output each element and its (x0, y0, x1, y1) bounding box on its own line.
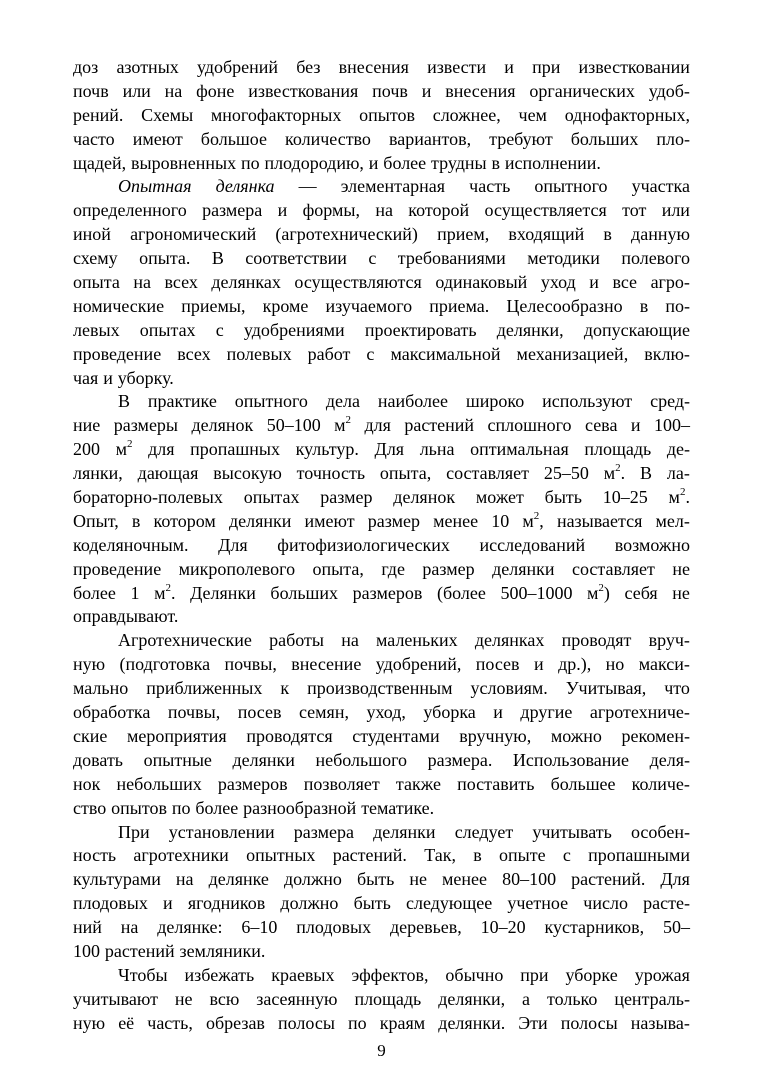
page-number: 9 (377, 1041, 386, 1060)
text-line: Чтобы избежать краевых эффектов, обычно при уборке урожая (118, 964, 690, 985)
text-line: часто имеют большое количество вариантов, требуют больших пло- (73, 128, 690, 149)
text-line: чая и уборку. (73, 367, 174, 388)
text-line: доз азотных удобрений без внесения извести и при известковании (73, 57, 690, 77)
text-line: ную её часть, обрезав полосы по краям делянки. Эти полосы называ- (73, 1012, 690, 1033)
text-line: довать опытные делянки небольшого размера. Использование деля- (73, 749, 690, 770)
text-line: 100 растений земляники. (73, 940, 266, 961)
text-line: рений. Схемы многофакторных опытов сложнее, чем однофакторных, (73, 104, 690, 125)
text-line: оправдывают. (73, 606, 179, 627)
text-line: Агротехнические работы на маленьких делянках проводят вруч- (118, 630, 690, 651)
text-line: ний на делянке: 6–10 плодовых деревьев, 10–20 кустарников, 50– (73, 917, 690, 938)
text-line: ство опытов по более разнообразной тематике. (73, 797, 435, 818)
text-line: 200 $м^2$ для пропашных культур. Для льна оптимальная площадь де- (73, 438, 690, 460)
text-line: обработка почвы, посев семян, уход, уборка и другие агротехниче- (73, 702, 690, 723)
text-line: мально приближенных к производственным условиям. Учитывая, что (73, 678, 690, 699)
text-line: нок небольших размеров позволяет также поставить большее количе- (73, 773, 690, 794)
text-line: культурами на делянке должно быть не менее 80–100 растений. Для (73, 869, 690, 890)
text-line: опыта на всех делянках осуществляются одинаковый уход и все агро- (73, 272, 690, 293)
text-line: плодовых и ягодников должно быть следующее учетное число расте- (73, 893, 690, 914)
document-body (73, 56, 690, 1036)
text-line: более 1 $м^2$. Делянки больших размеров (более 500–1000 $м^2$) себя не (73, 581, 690, 603)
text-line: ную (подготовка почвы, внесение удобрений, посев и др.), но макси- (73, 654, 690, 675)
text-line: лянки, дающая высокую точность опыта, составляет 25–50 $м^2$. В ла- (73, 462, 690, 484)
text-line: номические приемы, кроме изучаемого приема. Целесообразно в по- (73, 295, 690, 316)
text-line: коделяночным. Для фитофизиологических исследований возможно (73, 534, 690, 555)
text-line: проведение микрополевого опыта, где размер делянки составляет не (73, 558, 690, 579)
text-line: В практике опытного дела наиболее широко используют сред- (118, 391, 690, 412)
text-line: ние размеры делянок 50–100 $м^2$ для растений сплошного сева и 100– (73, 414, 690, 436)
text-line: проведение всех полевых работ с максимальной механизацией, вклю- (73, 343, 690, 364)
text-line: определенного размера и формы, на которой осуществляется тот или (73, 200, 690, 221)
text-line: иной агрономический (агротехнический) прием, входящий в данную (73, 224, 690, 245)
text-line: учитывают не всю засеянную площадь делянки, а только централь- (73, 988, 690, 1009)
text-line: ность агротехники опытных растений. Так, в опыте с пропашными (73, 845, 690, 866)
text-line: бораторно-полевых опытах размер делянок может быть 10–25 $м^2$. (73, 486, 690, 508)
text-line: левых опытах с удобрениями проектировать делянки, допускающие (73, 319, 690, 340)
text-line: ские мероприятия проводятся студентами вручную, можно рекомен- (73, 725, 690, 746)
text-line: Опытная делянка — элементарная часть опытного участка (118, 176, 690, 197)
text-line: При установлении размера делянки следует учитывать особен- (118, 821, 690, 842)
text-line: схему опыта. В соответствии с требованиями методики полевого (73, 248, 690, 269)
text-line: Опыт, в котором делянки имеют размер менее 10 $м^2$, называется мел- (73, 509, 690, 531)
text-line: щадей, выровненных по плодородию, и более трудны в исполнении. (73, 152, 601, 173)
text-line: почв или на фоне известкования почв и внесения органических удоб- (73, 80, 690, 101)
